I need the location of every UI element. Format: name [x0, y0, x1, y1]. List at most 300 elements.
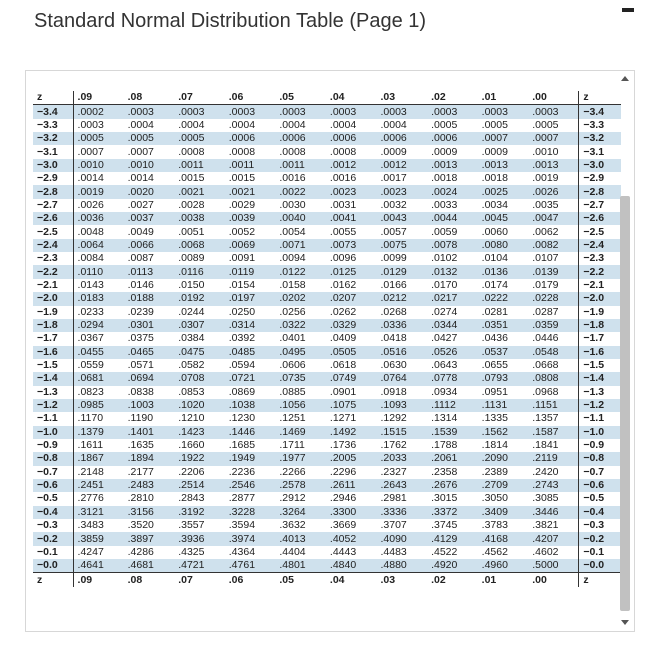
probability-cell: .3897: [124, 532, 175, 545]
probability-cell: .4286: [127, 545, 154, 558]
probability-cell: .1611: [77, 439, 104, 452]
probability-cell: .0004: [178, 118, 205, 131]
probability-cell: .0010: [532, 145, 559, 158]
probability-cell: .2296: [329, 465, 357, 478]
probability-cell: .4207: [528, 532, 579, 545]
probability-cell: .4761: [225, 559, 276, 573]
probability-cell: .0016: [329, 172, 357, 185]
probability-cell: .0336: [377, 319, 428, 332]
column-header: .08: [127, 91, 143, 104]
z-footer-left: z: [33, 573, 73, 587]
probability-cell: .0089: [178, 252, 205, 265]
probability-cell: .0179: [532, 278, 559, 291]
probability-cell: .2033: [377, 452, 428, 465]
probability-cell: .2546: [225, 479, 276, 492]
probability-cell: .3336: [377, 506, 428, 519]
probability-cell: .0301: [124, 319, 175, 332]
table-row: [33, 185, 621, 198]
probability-cell: .0057: [380, 225, 407, 238]
page-title: Standard Normal Distribution Table (Page 1): [34, 10, 427, 32]
probability-cell: .2358: [431, 465, 458, 478]
table-row: [33, 225, 621, 238]
probability-cell: .0268: [380, 305, 407, 318]
probability-cell: .0681: [73, 372, 124, 385]
column-header: .00: [532, 91, 547, 104]
probability-cell: .0132: [427, 265, 478, 278]
z-value-right: −2.1: [579, 279, 621, 292]
table-row: [33, 159, 621, 172]
probability-cell: .4090: [377, 532, 428, 545]
probability-cell: .1788: [431, 439, 458, 452]
probability-cell: .0409: [329, 332, 357, 345]
probability-cell: .4483: [380, 545, 407, 558]
z-value-right: −2.5: [579, 225, 621, 238]
probability-cell: .0006: [377, 132, 428, 145]
probability-cell: .5000: [528, 559, 579, 573]
z-value-right: −2.8: [579, 185, 621, 198]
probability-cell: .0031: [329, 198, 357, 211]
table-row: [33, 332, 621, 345]
probability-cell: .0188: [124, 292, 175, 305]
table-row: [33, 319, 621, 332]
z-value-right: −1.6: [579, 346, 621, 359]
table-row: [33, 252, 621, 265]
probability-cell: .0082: [528, 239, 579, 252]
probability-cell: .1251: [279, 412, 306, 425]
probability-cell: .1894: [124, 452, 175, 465]
probability-cell: .2061: [427, 452, 478, 465]
z-value-left: −2.9: [33, 172, 73, 185]
probability-cell: .0018: [481, 172, 508, 185]
table-row: [33, 292, 621, 305]
probability-cell: .0035: [532, 198, 559, 211]
probability-cell: .0322: [275, 319, 326, 332]
probability-cell: .1093: [377, 399, 428, 412]
probability-cell: .0024: [427, 185, 478, 198]
probability-cell: .2389: [481, 465, 508, 478]
probability-cell: .0143: [77, 278, 104, 291]
probability-cell: .1151: [528, 399, 579, 412]
probability-cell: .0034: [481, 198, 508, 211]
probability-cell: .0162: [329, 278, 357, 291]
probability-cell: .0045: [478, 212, 529, 225]
table-panel: [25, 70, 635, 632]
probability-cell: .2877: [228, 492, 256, 505]
z-value-right: −1.1: [579, 412, 621, 425]
probability-cell: .0003: [174, 105, 225, 119]
probability-cell: .0918: [380, 385, 407, 398]
column-footer: .05: [279, 573, 294, 586]
probability-cell: .0060: [481, 225, 508, 238]
probability-cell: .0087: [127, 252, 154, 265]
z-value-left: −3.2: [33, 132, 73, 145]
probability-cell: .0749: [326, 372, 377, 385]
z-value-right: −0.3: [579, 519, 621, 532]
probability-cell: .0071: [275, 239, 326, 252]
probability-cell: .1401: [124, 426, 175, 439]
probability-cell: .0197: [225, 292, 276, 305]
table-row: [33, 306, 621, 319]
probability-cell: .0018: [431, 172, 458, 185]
probability-cell: .0107: [532, 252, 559, 265]
probability-cell: .4247: [77, 545, 104, 558]
z-value-left: −2.5: [33, 225, 73, 238]
probability-cell: .2743: [528, 479, 579, 492]
probability-cell: .0281: [481, 305, 508, 318]
z-value-right: −0.4: [579, 506, 621, 519]
probability-cell: .2709: [478, 479, 529, 492]
probability-cell: .2611: [326, 479, 377, 492]
probability-cell: .0136: [478, 265, 529, 278]
probability-cell: .0020: [124, 185, 175, 198]
z-value-left: −1.2: [33, 399, 73, 412]
probability-cell: .0505: [326, 346, 377, 359]
scroll-thumb[interactable]: [620, 196, 630, 611]
probability-cell: .0009: [481, 145, 508, 158]
probability-cell: .0174: [481, 278, 508, 291]
probability-cell: .0003: [225, 105, 276, 119]
probability-cell: .0008: [279, 145, 306, 158]
column-footer: .01: [481, 573, 497, 586]
probability-cell: .0007: [77, 145, 104, 158]
probability-cell: .0606: [279, 359, 306, 372]
probability-cell: .4129: [427, 532, 478, 545]
probability-cell: .0010: [73, 159, 124, 172]
probability-cell: .0102: [431, 252, 458, 265]
z-value-left: −0.6: [33, 479, 73, 492]
probability-cell: .0068: [174, 239, 225, 252]
z-value-right: −2.9: [579, 172, 621, 185]
table-row: [33, 466, 621, 479]
probability-cell: .0256: [279, 305, 306, 318]
probability-cell: .3446: [528, 506, 579, 519]
probability-cell: .0516: [377, 346, 428, 359]
probability-cell: .0262: [329, 305, 357, 318]
probability-cell: .0367: [77, 332, 104, 345]
table-row: [33, 506, 621, 519]
z-value-left: −1.1: [33, 412, 73, 425]
column-header: .03: [380, 91, 396, 104]
probability-cell: .0004: [279, 118, 306, 131]
probability-cell: .0003: [326, 105, 377, 119]
z-value-left: −0.5: [33, 492, 73, 505]
probability-cell: .1292: [380, 412, 407, 425]
z-value-right: −2.7: [579, 199, 621, 212]
probability-cell: .2483: [124, 479, 175, 492]
probability-cell: .0401: [279, 332, 306, 345]
probability-cell: .0446: [532, 332, 559, 345]
probability-cell: .3121: [73, 506, 124, 519]
probability-cell: .0853: [178, 385, 205, 398]
probability-cell: .0630: [380, 359, 407, 372]
z-value-right: −1.7: [579, 332, 621, 345]
probability-cell: .1446: [225, 426, 276, 439]
z-value-right: −0.6: [579, 479, 621, 492]
probability-cell: .4013: [275, 532, 326, 545]
probability-cell: .0080: [478, 239, 529, 252]
probability-cell: .1492: [326, 426, 377, 439]
z-value-left: −3.0: [33, 159, 73, 172]
probability-cell: .0009: [380, 145, 407, 158]
probability-cell: .0708: [174, 372, 225, 385]
probability-cell: .0025: [478, 185, 529, 198]
column-header: .05: [279, 91, 294, 104]
probability-cell: .0222: [478, 292, 529, 305]
probability-cell: .0571: [127, 359, 154, 372]
probability-cell: .0004: [127, 118, 154, 131]
column-header: .02: [431, 91, 446, 104]
probability-cell: .0059: [431, 225, 458, 238]
probability-cell: .0003: [478, 105, 529, 119]
probability-cell: .0582: [178, 359, 205, 372]
probability-cell: .1762: [380, 439, 407, 452]
probability-cell: .1711: [279, 439, 305, 452]
z-value-right: −0.9: [579, 439, 621, 452]
probability-cell: .3520: [127, 519, 154, 532]
probability-cell: .0044: [427, 212, 478, 225]
probability-cell: .1210: [178, 412, 205, 425]
probability-cell: .4681: [124, 559, 175, 573]
table-row: [33, 559, 621, 573]
table-row: [33, 145, 621, 158]
probability-cell: .1190: [127, 412, 154, 425]
probability-cell: .0125: [326, 265, 377, 278]
probability-cell: .1562: [478, 426, 529, 439]
table-row: [33, 265, 621, 278]
z-value-left: −2.2: [33, 265, 73, 278]
table-row: [33, 119, 621, 132]
probability-cell: .0010: [124, 159, 175, 172]
probability-cell: .0594: [228, 359, 256, 372]
z-value-right: −3.3: [579, 119, 621, 132]
probability-cell: .0150: [178, 278, 205, 291]
probability-cell: .2119: [528, 452, 579, 465]
probability-cell: .0004: [228, 118, 256, 131]
probability-cell: .3264: [275, 506, 326, 519]
probability-cell: .1357: [532, 412, 559, 425]
probability-cell: .0170: [431, 278, 458, 291]
probability-cell: .0011: [174, 159, 225, 172]
probability-cell: .0951: [481, 385, 508, 398]
probability-cell: .0027: [127, 198, 154, 211]
column-footer: .00: [532, 573, 547, 586]
probability-cell: .0009: [431, 145, 458, 158]
table-row: [33, 199, 621, 212]
probability-cell: .0778: [427, 372, 478, 385]
probability-cell: .1587: [528, 426, 579, 439]
probability-cell: .1660: [178, 439, 205, 452]
probability-cell: .4522: [431, 545, 458, 558]
z-value-right: −2.4: [579, 239, 621, 252]
probability-cell: .0014: [127, 172, 154, 185]
probability-cell: .0202: [275, 292, 326, 305]
z-value-right: −1.4: [579, 372, 621, 385]
probability-cell: .3085: [532, 492, 559, 505]
probability-cell: .1056: [275, 399, 326, 412]
table-row: [33, 372, 621, 385]
probability-cell: .0003: [377, 105, 428, 119]
table-row: [33, 359, 621, 372]
probability-cell: .0239: [127, 305, 154, 318]
table-row: [33, 279, 621, 292]
z-value-left: −0.8: [33, 452, 73, 465]
probability-cell: .0004: [380, 118, 407, 131]
probability-cell: .0019: [532, 172, 559, 185]
probability-cell: .1131: [478, 399, 529, 412]
probability-cell: .0455: [73, 346, 124, 359]
probability-cell: .3936: [174, 532, 225, 545]
probability-cell: .0392: [228, 332, 256, 345]
probability-cell: .0618: [329, 359, 357, 372]
probability-cell: .4840: [326, 559, 377, 573]
probability-cell: .0062: [532, 225, 559, 238]
table-scroll-area: [33, 91, 621, 587]
column-header: .09: [77, 91, 93, 104]
probability-cell: .0005: [174, 132, 225, 145]
z-value-left: −2.7: [33, 199, 73, 212]
probability-cell: .0008: [178, 145, 205, 158]
probability-cell: .3821: [532, 519, 559, 532]
probability-cell: .4721: [174, 559, 225, 573]
probability-cell: .0004: [329, 118, 357, 131]
probability-cell: .0968: [532, 385, 559, 398]
probability-cell: .3783: [481, 519, 508, 532]
probability-cell: .0003: [124, 105, 175, 119]
probability-cell: .1003: [124, 399, 175, 412]
table-row: [33, 439, 621, 452]
probability-cell: .0129: [377, 265, 428, 278]
z-value-left: −0.0: [33, 559, 73, 573]
probability-cell: .3409: [478, 506, 529, 519]
probability-cell: .2266: [279, 465, 306, 478]
probability-cell: .0094: [279, 252, 306, 265]
probability-cell: .3594: [228, 519, 256, 532]
probability-cell: .0183: [73, 292, 124, 305]
probability-cell: .1112: [427, 399, 478, 412]
probability-cell: .0418: [380, 332, 407, 345]
probability-cell: .2177: [127, 465, 154, 478]
z-value-left: −2.0: [33, 292, 73, 305]
probability-cell: .4602: [532, 545, 559, 558]
probability-cell: .0038: [174, 212, 225, 225]
probability-cell: .0030: [279, 198, 306, 211]
probability-cell: .0028: [178, 198, 205, 211]
probability-cell: .0122: [275, 265, 326, 278]
probability-cell: .1977: [275, 452, 326, 465]
column-header: .04: [329, 91, 345, 104]
probability-cell: .2327: [380, 465, 407, 478]
probability-cell: .0016: [279, 172, 306, 185]
z-value-left: −2.4: [33, 239, 73, 252]
probability-cell: .0015: [178, 172, 205, 185]
probability-cell: .4443: [329, 545, 357, 558]
probability-cell: .1469: [275, 426, 326, 439]
probability-cell: .4960: [478, 559, 529, 573]
minimize-icon[interactable]: [622, 8, 634, 12]
z-value-left: −2.1: [33, 279, 73, 292]
probability-cell: .0023: [377, 185, 428, 198]
probability-cell: .0359: [528, 319, 579, 332]
probability-cell: .2981: [380, 492, 407, 505]
probability-cell: .1271: [329, 412, 357, 425]
probability-cell: .0006: [427, 132, 478, 145]
probability-cell: .0146: [127, 278, 154, 291]
probability-cell: .1685: [228, 439, 256, 452]
probability-cell: .0013: [427, 159, 478, 172]
probability-cell: .0073: [326, 239, 377, 252]
z-value-right: −2.2: [579, 265, 621, 278]
probability-cell: .1314: [431, 412, 458, 425]
probability-cell: .0006: [275, 132, 326, 145]
probability-cell: .0012: [377, 159, 428, 172]
table-row: [33, 426, 621, 439]
probability-cell: .0005: [73, 132, 124, 145]
z-value-left: −1.4: [33, 372, 73, 385]
probability-cell: .0559: [77, 359, 104, 372]
probability-cell: .1867: [73, 452, 124, 465]
probability-cell: .0934: [431, 385, 458, 398]
probability-cell: .2236: [228, 465, 256, 478]
probability-cell: .0985: [73, 399, 124, 412]
column-footer: .09: [77, 573, 93, 586]
probability-cell: .0465: [124, 346, 175, 359]
z-value-left: −0.4: [33, 506, 73, 519]
column-footer: .02: [431, 573, 446, 586]
probability-cell: .0039: [225, 212, 276, 225]
probability-cell: .0048: [77, 225, 104, 238]
probability-cell: .0104: [481, 252, 508, 265]
probability-cell: .0344: [427, 319, 478, 332]
probability-cell: .1038: [225, 399, 276, 412]
probability-cell: .0475: [174, 346, 225, 359]
probability-cell: .3015: [431, 492, 458, 505]
probability-cell: .4920: [427, 559, 478, 573]
probability-cell: .0548: [528, 346, 579, 359]
probability-cell: .4562: [481, 545, 508, 558]
column-header: .06: [228, 91, 244, 104]
z-value-right: −1.5: [579, 359, 621, 372]
probability-cell: .2005: [326, 452, 377, 465]
probability-cell: .0069: [225, 239, 276, 252]
probability-cell: .1736: [329, 439, 357, 452]
probability-cell: .0314: [225, 319, 276, 332]
probability-cell: .1841: [532, 439, 559, 452]
vertical-scrollbar[interactable]: [618, 71, 632, 631]
probability-cell: .0735: [275, 372, 326, 385]
probability-cell: .0047: [528, 212, 579, 225]
probability-cell: .0668: [532, 359, 559, 372]
probability-cell: .0485: [225, 346, 276, 359]
probability-cell: .0013: [478, 159, 529, 172]
probability-cell: .0037: [124, 212, 175, 225]
probability-cell: .2643: [377, 479, 428, 492]
scroll-down-icon[interactable]: [621, 620, 629, 625]
probability-cell: .0026: [77, 198, 104, 211]
probability-cell: .3300: [326, 506, 377, 519]
scroll-up-icon[interactable]: [621, 76, 629, 81]
probability-cell: .1814: [481, 439, 508, 452]
probability-cell: .0110: [73, 265, 124, 278]
z-value-right: −1.2: [579, 399, 621, 412]
probability-cell: .2776: [77, 492, 104, 505]
probability-cell: .0012: [326, 159, 377, 172]
probability-cell: .0011: [225, 159, 276, 172]
column-footer: .08: [127, 573, 143, 586]
probability-cell: .0003: [528, 105, 579, 119]
probability-cell: .2946: [329, 492, 357, 505]
z-value-right: −2.3: [579, 252, 621, 265]
z-value-left: −1.7: [33, 332, 73, 345]
